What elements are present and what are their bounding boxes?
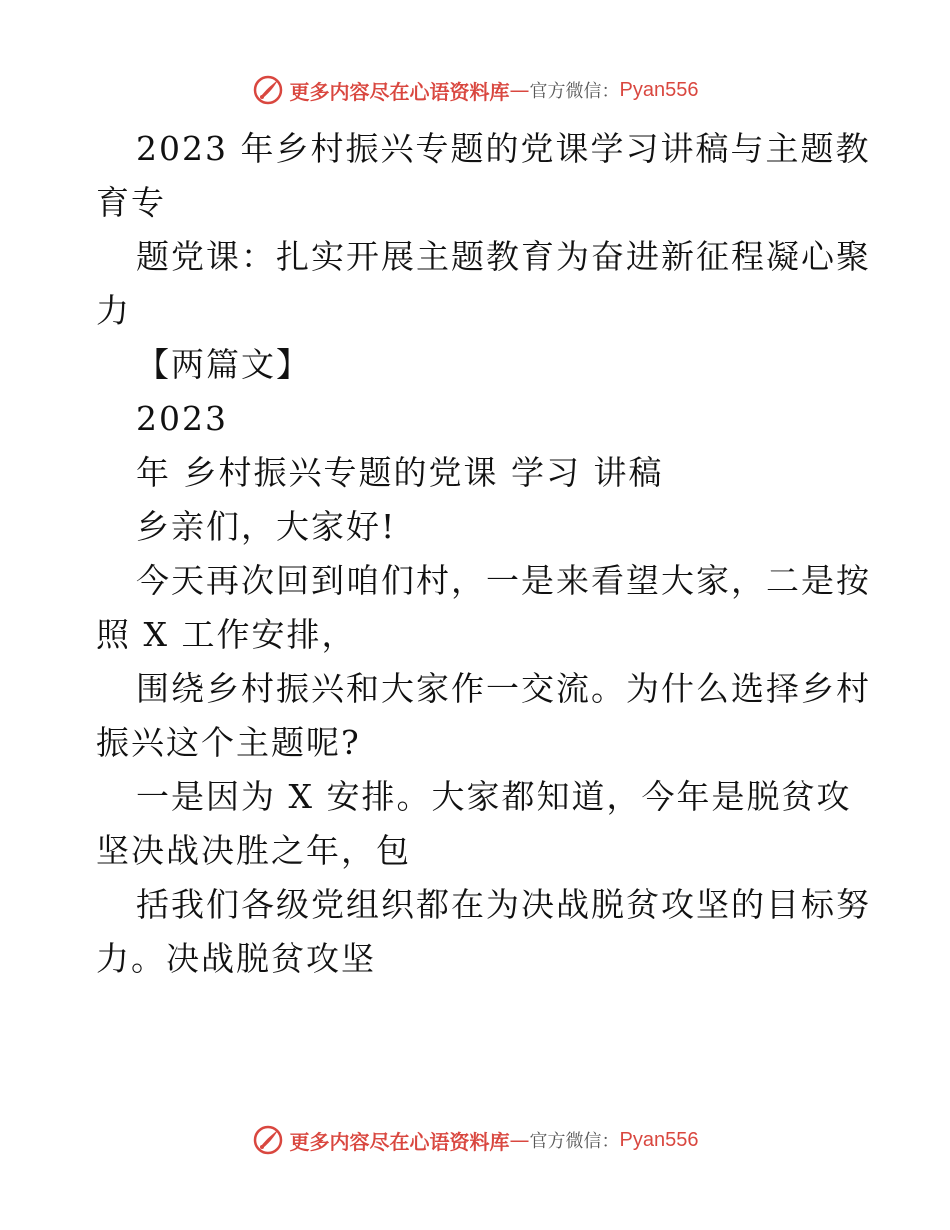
text-line: 振兴这个主题呢? xyxy=(96,723,361,762)
quill-logo-icon xyxy=(252,1124,284,1156)
header-watermark xyxy=(0,70,950,110)
brand-dash: — xyxy=(509,78,530,102)
text-line: 题党课：扎实开展主题教育为奋进新征程凝心聚 xyxy=(136,237,871,276)
text-line: 2023 xyxy=(136,399,228,438)
text-line: 育专 xyxy=(96,183,166,222)
text-line: 力。决战脱贫攻坚 xyxy=(96,939,376,978)
official-label: 官方微信： xyxy=(529,81,620,102)
official-label: 官方微信： xyxy=(529,1131,620,1152)
text-line: 力 xyxy=(96,291,131,330)
text-line: 括我们各级党组织都在为决战脱贫攻坚的目标努 xyxy=(136,885,871,924)
text-line: 2023 年乡村振兴专题的党课学习讲稿与主题教 xyxy=(136,129,871,168)
brand-text: 更多内容尽在心语资料库 xyxy=(289,79,510,104)
text-line: 【两篇文】 xyxy=(136,345,311,384)
text-line: 乡亲们，大家好! xyxy=(136,507,397,546)
text-line: 年 乡村振兴专题的党课 学习 讲稿 xyxy=(136,453,664,492)
quill-logo-icon xyxy=(252,74,284,106)
brand-dash: — xyxy=(509,1128,530,1152)
footer-watermark xyxy=(0,1120,950,1160)
text-line: 今天再次回到咱们村，一是来看望大家，二是按 xyxy=(136,561,871,600)
wechat-handle: Pyan556 xyxy=(619,78,699,101)
text-line: 照 X 工作安排， xyxy=(96,615,357,654)
brand-text: 更多内容尽在心语资料库 xyxy=(289,1129,510,1154)
text-line: 围绕乡村振兴和大家作一交流。为什么选择乡村 xyxy=(136,669,871,708)
text-line: 坚决战决胜之年，包 xyxy=(96,831,411,870)
text-line: 一是因为 X 安排。大家都知道，今年是脱贫攻 xyxy=(136,777,852,816)
wechat-handle: Pyan556 xyxy=(619,1128,699,1151)
document-body xyxy=(96,122,871,986)
